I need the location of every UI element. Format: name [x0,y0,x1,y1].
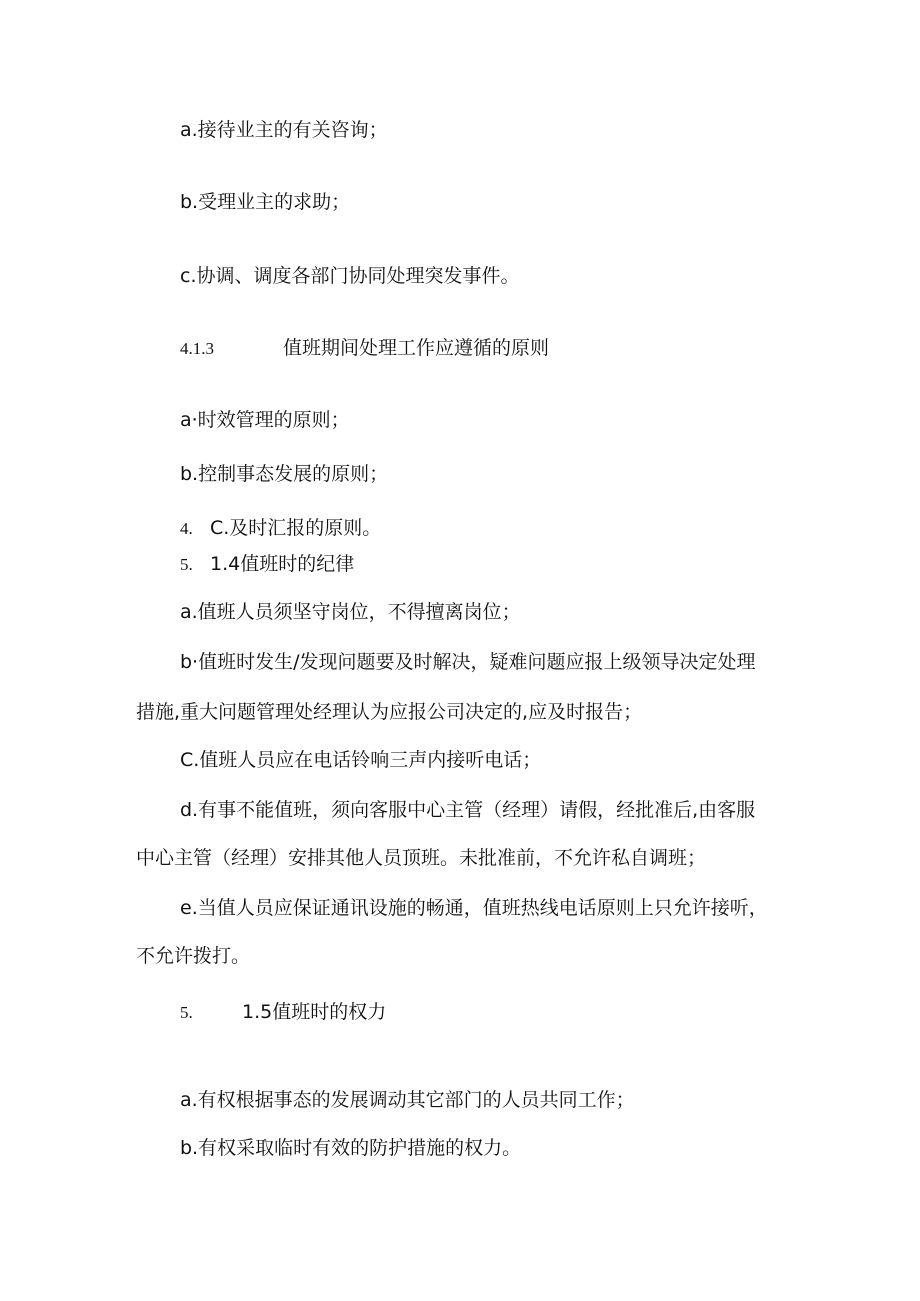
section-heading-515 [180,1000,386,1025]
text-line: b.有权采取临时有效的防护措施的权力。 [180,1137,522,1159]
text-line: a.有权根据事态的发展调动其它部门的人员共同工作； [180,1089,635,1111]
text-line: b.控制事态发展的原则； [180,463,389,485]
text-line: 不允许拨打。 [136,945,251,967]
line-text: C.及时汇报的原则。 [210,517,382,539]
text-line: C.值班人员应在电话铃响三声内接听电话； [180,749,542,771]
text-line: e.当值人员应保证通讯设施的畅通，值班热线电话原则上只允许接听， [180,897,768,919]
list-number: 4. [180,519,193,538]
text-line: b·值班时发生/发现问题要及时解决，疑难问题应报上级领导决定处理 [180,651,756,673]
section-title: 1.5值班时的权力 [242,1001,387,1023]
section-heading-514 [180,552,354,577]
list-number: 5. [180,1003,193,1022]
list-number: 5. [180,555,193,574]
text-line: a·时效管理的原则； [180,409,350,431]
text-line: a.接待业主的有关咨询； [180,119,388,141]
section-heading-413 [180,336,549,361]
text-line: b.受理业主的求助； [180,191,351,213]
text-line: 中心主管（经理）安排其他人员顶班。未批准前，不允许私自调班； [136,847,707,869]
text-line: 措施,重大问题管理处经理认为应报公司决定的,应及时报告； [136,701,643,723]
section-title: 值班期间处理工作应遵循的原则 [283,337,550,359]
text-line: d.有事不能值班，须向客服中心主管（经理）请假，经批准后,由客服 [180,799,756,821]
numbered-line [180,516,381,541]
section-title: 1.4值班时的纪律 [210,553,355,575]
text-line: c.协调、调度各部门协同处理突发事件。 [180,265,520,287]
section-number: 4.1.3 [180,339,214,358]
text-line: a.值班人员须坚守岗位，不得擅离岗位； [180,601,521,623]
